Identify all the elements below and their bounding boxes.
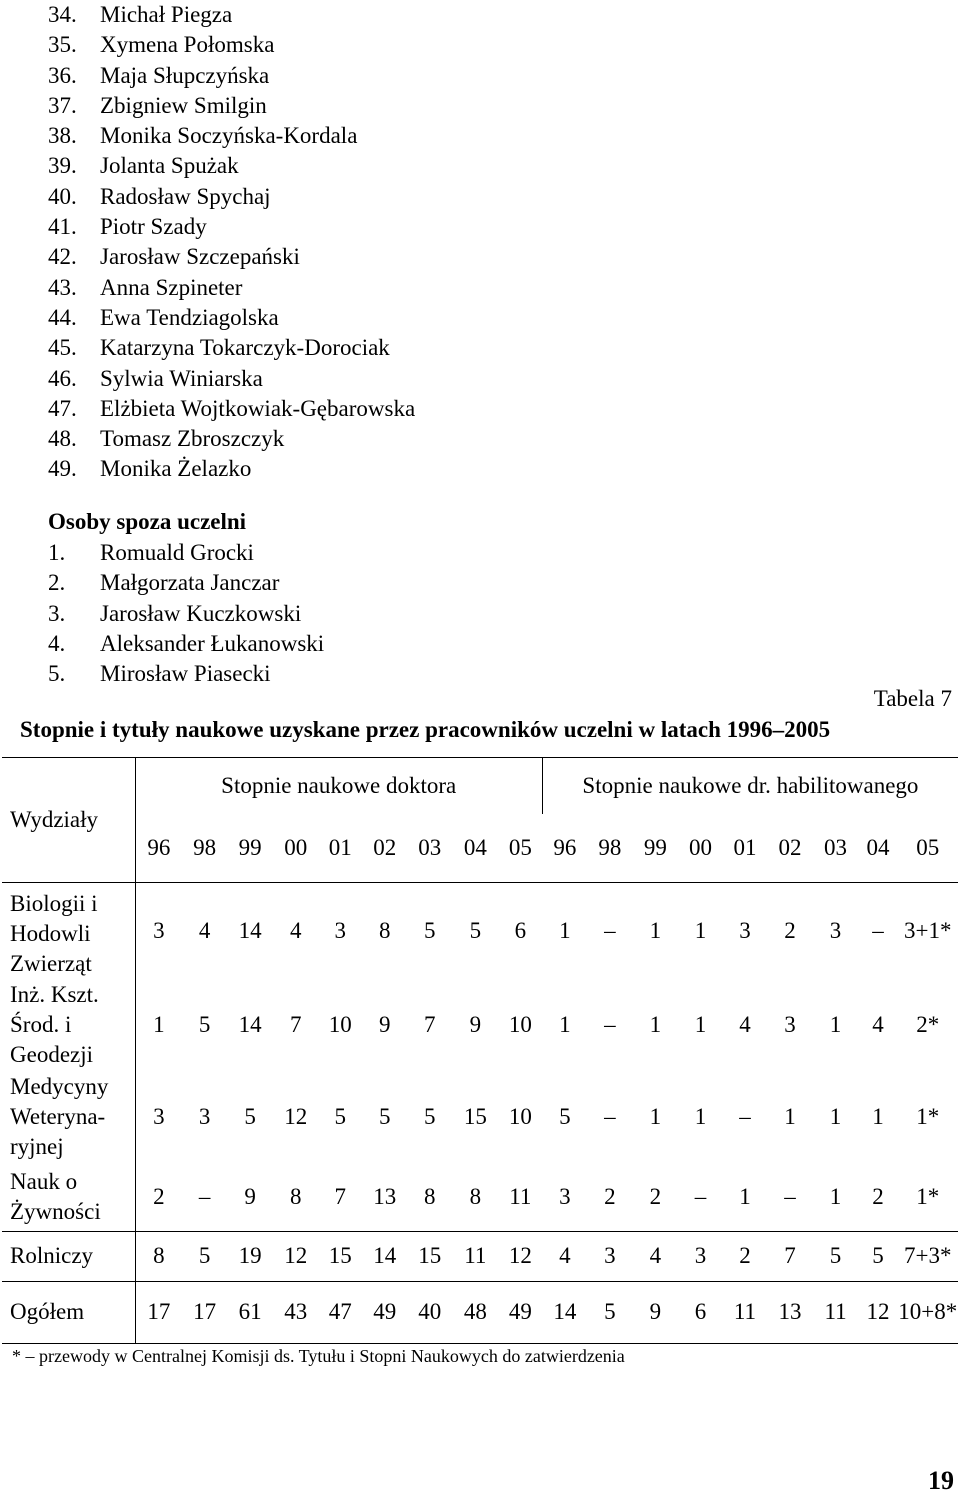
- value-cell: 14: [238, 1012, 262, 1037]
- value-cell: 5: [469, 918, 482, 943]
- value-cell: 1: [649, 1012, 662, 1037]
- total-value: 49: [498, 1281, 542, 1343]
- value-cell: 1: [784, 1104, 796, 1129]
- value-cell: 13: [373, 1183, 397, 1209]
- list-item: [48, 151, 415, 181]
- list-item: [48, 242, 415, 272]
- value-cell: 10: [508, 1012, 532, 1037]
- value-cell: 14: [238, 918, 262, 943]
- table-header-row: [2, 758, 958, 815]
- total-label: Ogółem: [2, 1281, 135, 1343]
- value-cell: 4: [872, 1012, 884, 1037]
- list-item: [48, 333, 415, 363]
- list-item: [48, 599, 324, 629]
- year-header: 03: [407, 814, 452, 883]
- list-item: [48, 538, 324, 568]
- value-cell: 2*: [916, 1012, 940, 1037]
- total-value: 13: [767, 1281, 812, 1343]
- total-value: 17: [135, 1281, 182, 1343]
- list-item-name: Piotr Szady: [100, 214, 207, 240]
- external-persons-section: [48, 506, 324, 689]
- value-cell: 12: [273, 1231, 318, 1281]
- footnote: * – przewody w Centralnej Komisji ds. Tytułu i Stopni Naukowych do zatwierdzenia: [12, 1346, 625, 1366]
- value-cell: –: [604, 1012, 616, 1037]
- list-item: [48, 659, 324, 689]
- value-cell: 10: [508, 1104, 532, 1129]
- value-cell: 3+1*: [903, 918, 952, 943]
- total-row: [2, 1281, 958, 1343]
- value-cell: 3: [784, 1012, 796, 1037]
- list-item: [48, 303, 415, 333]
- value-cell: 2: [153, 1183, 165, 1209]
- value-cell: 5: [334, 1104, 346, 1129]
- value-cell: 6: [514, 918, 527, 943]
- total-value: 17: [182, 1281, 227, 1343]
- header-departments: Wydziały: [2, 758, 135, 883]
- total-value: 6: [678, 1281, 722, 1343]
- table-row: [2, 1231, 958, 1281]
- list-item: [48, 30, 415, 60]
- value-cell: 2: [604, 1183, 616, 1209]
- department-name: [2, 1163, 135, 1231]
- list-item-name: Romuald Grocki: [100, 540, 254, 565]
- list-item-name: Radosław Spychaj: [100, 183, 271, 209]
- year-header: 98: [587, 814, 632, 883]
- list-item-number: 42.: [48, 244, 77, 270]
- year-header: 03: [813, 814, 859, 883]
- value-cell: 1: [153, 1012, 165, 1037]
- value-cell: 4: [632, 1231, 678, 1281]
- list-item-name: Anna Szpineter: [100, 274, 243, 300]
- department-line: Hodowli: [10, 921, 91, 946]
- list-item-name: Elżbieta Wojtkowiak-Gębarowska: [100, 395, 416, 421]
- department-line: Biologii i: [10, 891, 98, 916]
- value-cell: 1: [829, 1012, 842, 1037]
- year-header: 00: [273, 814, 318, 883]
- year-header: 01: [318, 814, 362, 883]
- page-number: 19: [928, 1466, 954, 1495]
- value-cell: 15: [407, 1231, 452, 1281]
- value-cell: 1*: [916, 1104, 940, 1129]
- value-cell: 11: [452, 1231, 498, 1281]
- section-heading: Osoby spoza uczelni: [48, 509, 247, 534]
- year-header: 02: [767, 814, 812, 883]
- table-row: [2, 1071, 958, 1163]
- year-header: 96: [542, 814, 587, 883]
- list-item-name: Maja Słupczyńska: [100, 62, 270, 88]
- value-cell: 3: [153, 918, 165, 943]
- list-item-number: 3.: [48, 600, 66, 626]
- value-cell: –: [872, 918, 884, 943]
- list-item-name: Tomasz Zbroszczyk: [100, 426, 285, 452]
- department-line: Inż. Kszt.: [10, 982, 99, 1007]
- list-item-name: Jarosław Kuczkowski: [100, 600, 302, 626]
- names-list: [48, 0, 415, 485]
- value-cell: 9: [244, 1183, 256, 1209]
- value-cell: 3: [678, 1231, 722, 1281]
- department-name: [2, 979, 135, 1071]
- value-cell: –: [694, 1183, 707, 1209]
- list-item-number: 41.: [48, 214, 77, 240]
- list-item-name: Monika Soczyńska-Kordala: [100, 123, 358, 149]
- value-cell: 1: [872, 1104, 884, 1129]
- list-item-number: 47.: [48, 395, 77, 421]
- value-cell: 4: [289, 918, 302, 943]
- value-cell: 5: [813, 1231, 859, 1281]
- list-item-number: 1.: [48, 540, 66, 565]
- department-name: [2, 1071, 135, 1163]
- department-line: Zwierząt: [10, 951, 92, 976]
- year-header: 02: [362, 814, 407, 883]
- list-item-number: 2.: [48, 570, 66, 596]
- value-cell: 3: [559, 1183, 571, 1209]
- list-item: [48, 364, 415, 394]
- value-cell: 8: [424, 1183, 436, 1209]
- value-cell: 1: [694, 1104, 707, 1129]
- list-item-number: 34.: [48, 2, 77, 27]
- list-item-name: Jolanta Spużak: [100, 153, 239, 179]
- department-line: ryjnej: [10, 1134, 64, 1159]
- value-cell: 1: [559, 1012, 571, 1037]
- year-header: 01: [722, 814, 767, 883]
- value-cell: 14: [362, 1231, 407, 1281]
- year-header: 00: [678, 814, 722, 883]
- year-header: 04: [859, 814, 898, 883]
- list-item-number: 40.: [48, 183, 77, 209]
- value-cell: –: [784, 1183, 796, 1209]
- total-value: 47: [318, 1281, 362, 1343]
- total-value: 11: [813, 1281, 859, 1343]
- total-value: 11: [722, 1281, 767, 1343]
- value-cell: 5: [859, 1231, 898, 1281]
- list-item-name: Ewa Tendziagolska: [100, 304, 279, 330]
- value-cell: 7: [289, 1012, 302, 1037]
- list-item: [48, 629, 324, 659]
- value-cell: 1*: [916, 1183, 940, 1209]
- department-line: Nauk o: [10, 1168, 78, 1194]
- list-item: [48, 454, 415, 484]
- value-cell: –: [604, 1104, 616, 1129]
- total-value: 9: [632, 1281, 678, 1343]
- year-header: 96: [135, 814, 182, 883]
- list-item-name: Katarzyna Tokarczyk-Dorociak: [100, 335, 390, 361]
- value-cell: 10: [328, 1012, 352, 1037]
- list-item-name: Zbigniew Smilgin: [100, 92, 267, 118]
- value-cell: 11: [509, 1183, 532, 1209]
- list-item-name: Sylwia Winiarska: [100, 365, 263, 391]
- value-cell: 3: [587, 1231, 632, 1281]
- header-doctor-group: Stopnie naukowe doktora: [135, 758, 542, 815]
- value-cell: 2: [722, 1231, 767, 1281]
- value-cell: 1: [649, 918, 662, 943]
- value-cell: 4: [739, 1012, 751, 1037]
- external-persons-list: [48, 538, 324, 689]
- list-item-name: Małgorzata Janczar: [100, 570, 280, 596]
- value-cell: 5: [424, 1104, 436, 1129]
- value-cell: 5: [424, 918, 436, 943]
- total-value: 40: [407, 1281, 452, 1343]
- value-cell: 15: [463, 1104, 487, 1129]
- list-item-name: Mirosław Piasecki: [100, 661, 271, 687]
- table-row: [2, 979, 958, 1071]
- list-item-name: Xymena Połomska: [100, 32, 275, 58]
- value-cell: –: [604, 918, 616, 943]
- department-line: Środ. i: [10, 1012, 72, 1037]
- department-line: Żywności: [10, 1198, 101, 1224]
- value-cell: 9: [469, 1012, 482, 1037]
- total-value: 61: [227, 1281, 273, 1343]
- list-item-name: Michał Piegza: [100, 2, 233, 27]
- list-item: [48, 568, 324, 598]
- list-item-number: 46.: [48, 365, 77, 391]
- total-value: 48: [452, 1281, 498, 1343]
- total-value: 5: [587, 1281, 632, 1343]
- value-cell: 1: [829, 1104, 842, 1129]
- value-cell: 19: [227, 1231, 273, 1281]
- list-item: [48, 273, 415, 303]
- list-item-number: 39.: [48, 153, 77, 179]
- list-item-number: 36.: [48, 62, 77, 88]
- year-header: 99: [632, 814, 678, 883]
- value-cell: 8: [135, 1231, 182, 1281]
- year-header: 05: [897, 814, 958, 883]
- table-label: Tabela 7: [873, 686, 952, 711]
- list-item-number: 43.: [48, 274, 77, 300]
- value-cell: –: [198, 1183, 211, 1209]
- value-cell: 3: [334, 918, 346, 943]
- total-value: 43: [273, 1281, 318, 1343]
- list-item-name: Jarosław Szczepański: [100, 244, 300, 270]
- total-value: 49: [362, 1281, 407, 1343]
- value-cell: –: [739, 1104, 751, 1129]
- list-item: [48, 394, 415, 424]
- value-cell: 8: [469, 1183, 482, 1209]
- value-cell: 3: [829, 918, 842, 943]
- list-item-number: 4.: [48, 630, 66, 656]
- department-name: [2, 1231, 135, 1281]
- table-row: [2, 883, 958, 980]
- list-item-number: 45.: [48, 335, 77, 361]
- value-cell: 4: [542, 1231, 587, 1281]
- list-item-number: 37.: [48, 92, 77, 118]
- header-habil-group: Stopnie naukowe dr. habilitowanego: [542, 758, 958, 815]
- value-cell: 2: [649, 1183, 662, 1209]
- value-cell: 7: [767, 1231, 812, 1281]
- value-cell: 15: [318, 1231, 362, 1281]
- table-title: Stopnie i tytuły naukowe uzyskane przez pracowników uczelni w latach 1996–2005: [20, 717, 831, 742]
- value-cell: 1: [649, 1104, 662, 1129]
- value-cell: 1: [829, 1183, 842, 1209]
- value-cell: 5: [379, 1104, 391, 1129]
- value-cell: 7: [334, 1183, 346, 1209]
- value-cell: 5: [559, 1104, 571, 1129]
- list-item-number: 38.: [48, 123, 77, 149]
- value-cell: 4: [198, 918, 211, 943]
- list-item-number: 5.: [48, 661, 66, 687]
- total-value: 14: [542, 1281, 587, 1343]
- table-years-row: [2, 814, 958, 883]
- list-item-number: 35.: [48, 32, 77, 58]
- value-cell: 2: [872, 1183, 884, 1209]
- list-item-number: 49.: [48, 456, 77, 482]
- list-item: [48, 424, 415, 454]
- year-header: 05: [498, 814, 542, 883]
- value-cell: 9: [379, 1012, 391, 1037]
- value-cell: 1: [739, 1183, 751, 1209]
- list-item: [48, 182, 415, 212]
- department-line: Weteryna-: [10, 1104, 106, 1129]
- value-cell: 12: [498, 1231, 542, 1281]
- value-cell: 7: [424, 1012, 436, 1037]
- year-header: 04: [452, 814, 498, 883]
- total-value: 12: [859, 1281, 898, 1343]
- total-value: 10+8*: [897, 1281, 958, 1343]
- value-cell: 5: [182, 1231, 227, 1281]
- value-cell: 3: [198, 1104, 211, 1129]
- list-item: [48, 0, 415, 30]
- value-cell: 12: [284, 1104, 308, 1129]
- value-cell: 2: [784, 918, 796, 943]
- list-item: [48, 212, 415, 242]
- list-item: [48, 121, 415, 151]
- list-item-number: 44.: [48, 304, 77, 330]
- value-cell: 1: [694, 918, 707, 943]
- department-line: Medycyny: [10, 1074, 109, 1099]
- value-cell: 3: [739, 918, 751, 943]
- value-cell: 1: [559, 918, 571, 943]
- year-header: 98: [182, 814, 227, 883]
- value-cell: 8: [379, 918, 391, 943]
- department-name: [2, 883, 135, 980]
- year-header: 99: [227, 814, 273, 883]
- table-row: [2, 1163, 958, 1231]
- department-line: Geodezji: [10, 1042, 94, 1067]
- value-cell: 8: [289, 1183, 302, 1209]
- value-cell: 5: [198, 1012, 211, 1037]
- list-item-name: Aleksander Łukanowski: [100, 630, 325, 656]
- degrees-table: [2, 757, 958, 1344]
- value-cell: 5: [244, 1104, 256, 1129]
- department-line: Rolniczy: [10, 1243, 94, 1268]
- list-item: [48, 91, 415, 121]
- list-item: [48, 61, 415, 91]
- list-item-name: Monika Żelazko: [100, 456, 252, 482]
- value-cell: 7+3*: [897, 1231, 958, 1281]
- value-cell: 3: [153, 1104, 165, 1129]
- value-cell: 1: [694, 1012, 707, 1037]
- list-item-number: 48.: [48, 426, 77, 452]
